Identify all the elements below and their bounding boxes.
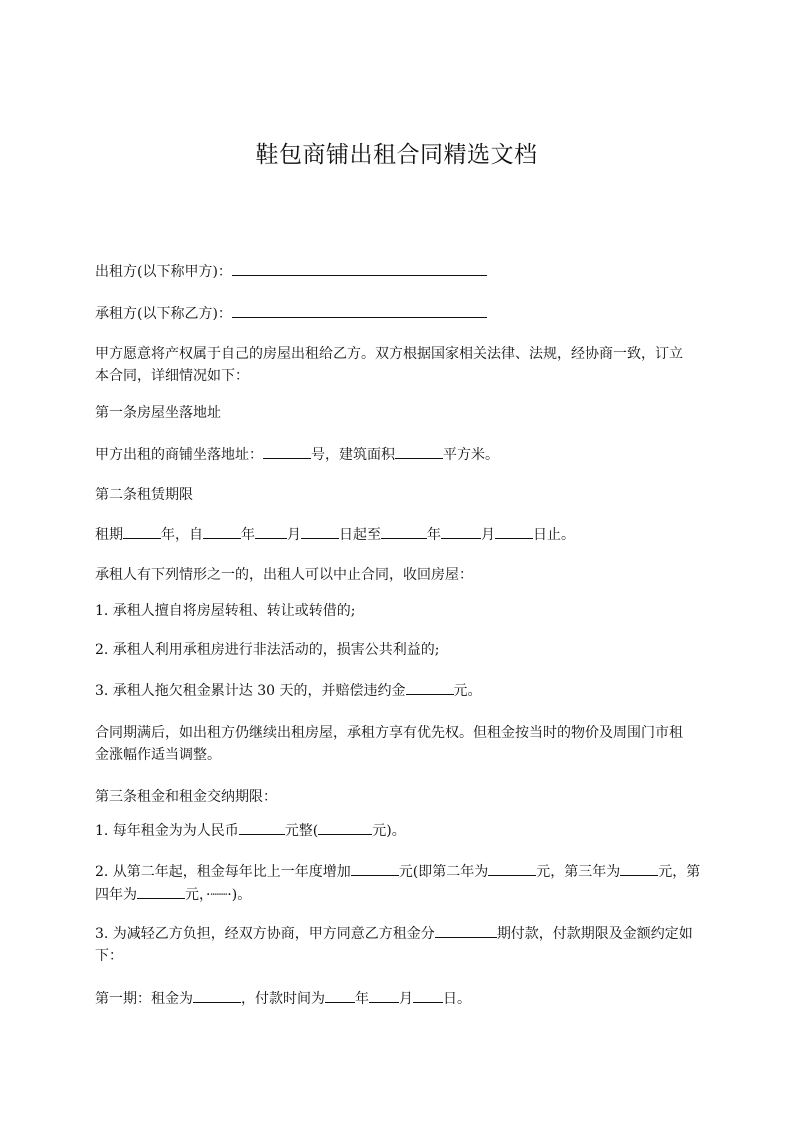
lessor-blank[interactable]: [232, 260, 487, 276]
day-end-label: 日止。: [533, 527, 575, 543]
term-to-label: 日起至: [339, 527, 381, 543]
period-1-rent-blank[interactable]: [193, 987, 241, 1003]
period-1-year-blank[interactable]: [325, 987, 355, 1003]
address-label: 甲方出租的商铺坐落地址：: [95, 447, 263, 463]
article-2-body: [95, 523, 715, 546]
year-label: 年: [355, 991, 369, 1007]
area-unit: 平方米。: [443, 447, 499, 463]
start-month-blank[interactable]: [255, 523, 287, 539]
installments-blank[interactable]: [435, 922, 497, 938]
rent-item-2: [95, 860, 705, 906]
article-2-heading: 第二条租赁期限: [95, 487, 193, 503]
fourth-year-blank[interactable]: [137, 883, 185, 899]
lessor-label: 出租方(以下称甲方)：: [95, 264, 232, 280]
rent-item-2-end: 元，·┈┈·)。: [185, 887, 252, 903]
termination-item-2: 2. 承租人利用承租房进行非法活动的，损害公共利益的;: [95, 642, 440, 658]
year-label: 年: [241, 527, 255, 543]
article-1-heading: 第一条房屋坐落地址: [95, 405, 221, 421]
termination-intro: 承租人有下列情形之一的，出租人可以中止合同，收回房屋：: [95, 567, 473, 583]
third-year-label: 元，第三年为: [536, 864, 621, 880]
annual-rent-end: 元)。: [372, 823, 406, 839]
installment-period-1: [95, 987, 715, 1010]
period-1-time-label: ，付款时间为: [241, 991, 325, 1007]
start-day-blank[interactable]: [301, 523, 339, 539]
second-year-blank[interactable]: [488, 860, 536, 876]
annual-rent-words-blank[interactable]: [318, 819, 372, 835]
end-day-blank[interactable]: [495, 523, 533, 539]
period-1-rent-label: 第一期：租金为: [95, 991, 193, 1007]
renewal-paragraph: 合同期满后，如出租方仍继续出租房屋，承租方享有优先权。但租金按当时的物价及周围门市租金涨幅作适当调整。: [95, 725, 683, 763]
article-3-heading: 第三条租金和租金交纳期限：: [95, 789, 277, 805]
intro-paragraph: 甲方愿意将产权属于自己的房屋出租给乙方。双方根据国家相关法律、法规，经协商一致，订立本合同，详细情况如下：: [95, 346, 683, 384]
termination-item-1: 1. 承租人擅自将房屋转租、转让或转借的;: [95, 603, 356, 619]
penalty-blank[interactable]: [406, 679, 454, 695]
end-year-blank[interactable]: [381, 523, 427, 539]
installments-end: 期付款，付款期限及金额约定如下：: [95, 926, 693, 964]
lessor-line: [95, 260, 715, 283]
termination-item-3: [95, 679, 715, 702]
month-label: 月: [287, 527, 301, 543]
increase-blank[interactable]: [351, 860, 399, 876]
month-label: 月: [481, 527, 495, 543]
term-label: 租期: [95, 527, 123, 543]
start-year-blank[interactable]: [203, 523, 241, 539]
lessee-line: [95, 302, 715, 325]
annual-rent-blank[interactable]: [239, 819, 285, 835]
lessee-blank[interactable]: [232, 302, 487, 318]
period-1-day-blank[interactable]: [413, 987, 443, 1003]
penalty-label: 3. 承租人拖欠租金累计达 30 天的，并赔偿违约金: [95, 683, 406, 699]
increase-label: 2. 从第二年起，租金每年比上一年度增加: [95, 864, 351, 880]
lessee-label: 承租方(以下称乙方)：: [95, 306, 232, 322]
fourth-year-label: 元，第四年为: [95, 864, 701, 903]
rent-item-3: [95, 922, 710, 967]
area-label: 号，建筑面积: [311, 447, 395, 463]
installments-label: 3. 为减轻乙方负担，经双方协商，甲方同意乙方租金分: [95, 926, 435, 942]
annual-rent-label: 1. 每年租金为为人民币: [95, 823, 239, 839]
annual-rent-mid: 元整(: [284, 823, 319, 839]
rent-item-1: [95, 819, 715, 842]
day-label: 日。: [443, 991, 471, 1007]
third-year-blank[interactable]: [620, 860, 658, 876]
penalty-unit: 元。: [453, 683, 482, 699]
year-label: 年: [427, 527, 441, 543]
document-title: 鞋包商铺出租合同精选文档: [255, 142, 538, 168]
end-month-blank[interactable]: [441, 523, 481, 539]
month-label: 月: [399, 991, 413, 1007]
term-from-label: 年，自: [161, 527, 203, 543]
period-1-month-blank[interactable]: [369, 987, 399, 1003]
term-years-blank[interactable]: [123, 523, 161, 539]
address-number-blank[interactable]: [263, 443, 311, 459]
article-1-body: [95, 443, 715, 466]
second-year-label: 元(即第二年为: [398, 864, 489, 880]
area-blank[interactable]: [395, 443, 443, 459]
